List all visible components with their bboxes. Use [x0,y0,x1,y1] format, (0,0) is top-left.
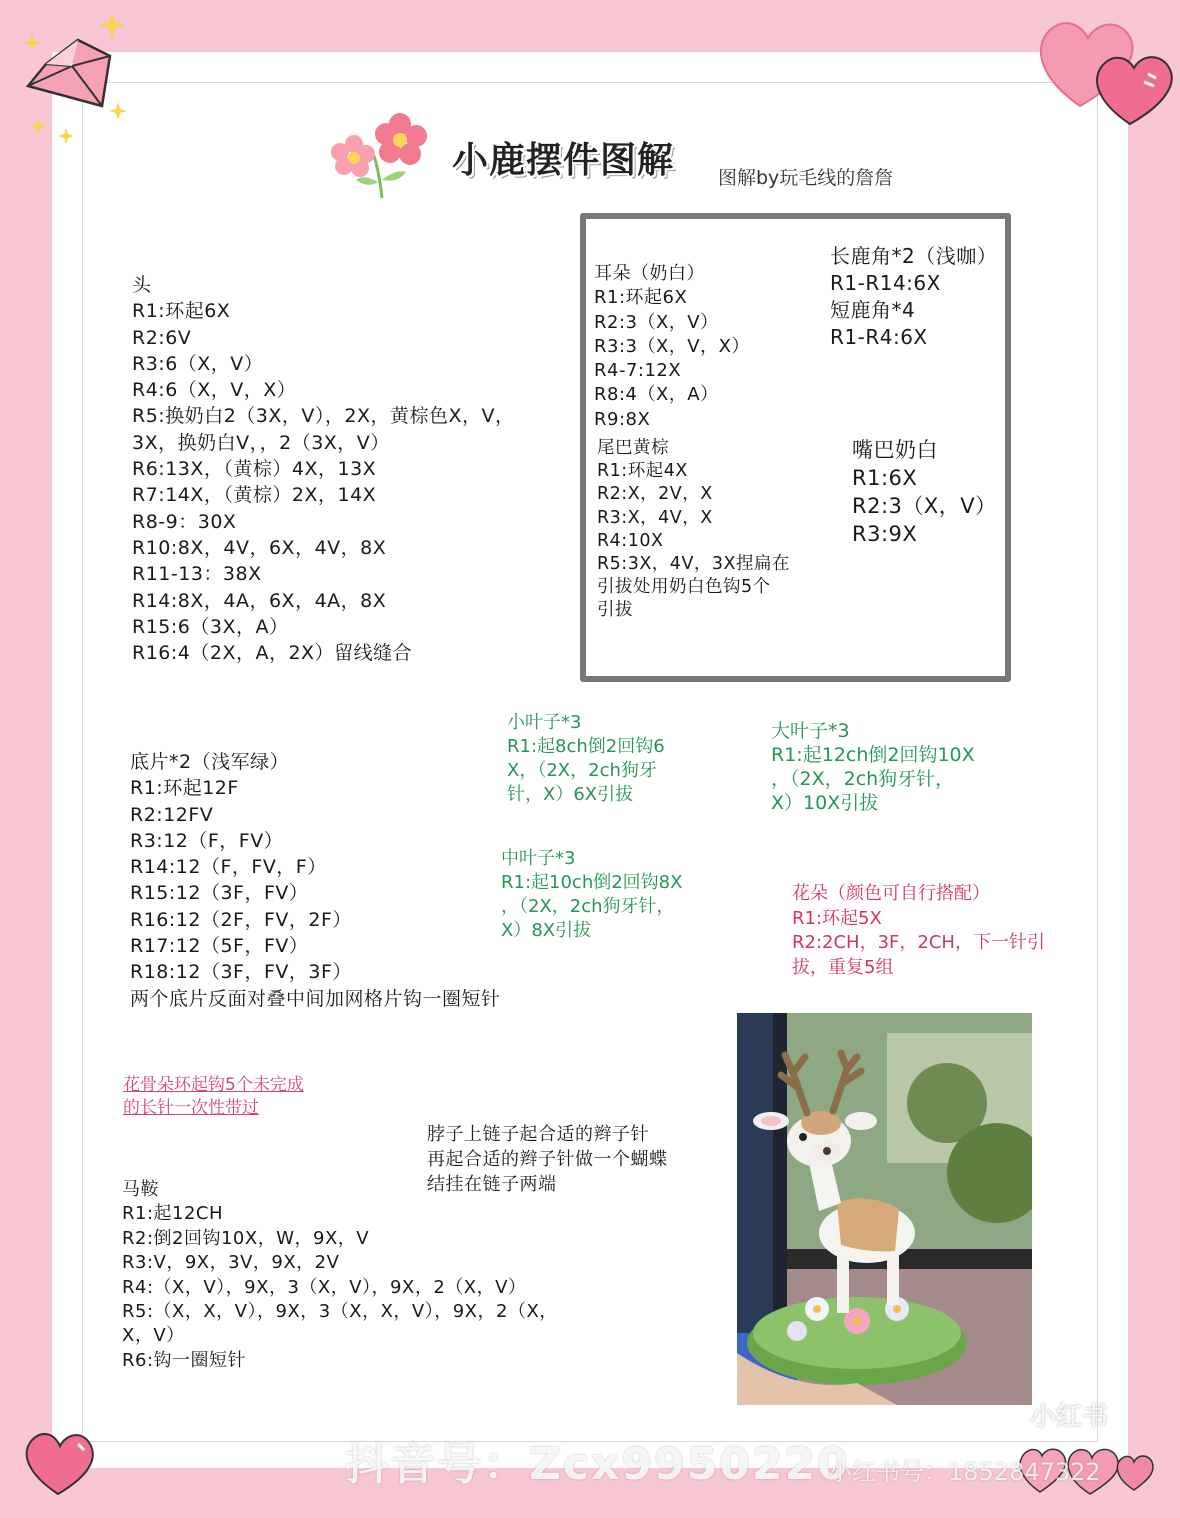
instruction-line: R9:8X [594,408,651,430]
instruction-line: ，（2X，2ch狗牙针， [771,768,955,790]
instruction-line: R1:环起4X [597,461,688,482]
instruction-line: R18:12（3F，FV，3F） [130,961,352,984]
instruction-line: R1-R14:6X [830,271,941,295]
instruction-line: R3:V，9X，3V，9X，2V [122,1252,340,1274]
instruction-line: R4:10X [597,530,664,551]
big-leaf-instructions [771,719,975,815]
hearts-icon [1030,8,1178,132]
instruction-line: 两个底片反面对叠中间加网格片钩一圈短针 [130,987,501,1010]
instruction-line: R2:3（X，V） [852,494,997,518]
diamond-icon [18,6,130,146]
flower-instructions [792,882,1045,980]
instruction-line: X）8X引拔 [501,920,592,941]
note-line: 再起合适的辫子针做一个蝴蝶 [427,1149,668,1170]
instruction-line: 中叶子*3 [501,848,576,869]
mid-leaf-instructions [501,847,682,943]
instruction-line: R2:3（X，V） [594,311,719,333]
instruction-line: R5:3X，4V，3X捏扁在 [597,554,791,575]
head-instructions [132,272,515,666]
instruction-line: R2:6V [132,326,192,349]
instruction-line: X，V） [122,1325,185,1347]
author-byline: 图解by玩毛线的詹詹 [718,167,894,189]
instruction-line: R4:（X，V），9X，3（X，V），9X，2（X，V） [122,1276,527,1298]
instruction-line: R4:6（X，V，X） [132,379,297,402]
note-line: 结挂在链子两端 [427,1174,557,1195]
instruction-line: 短鹿角*4 [830,298,916,322]
xiaohongshu-watermark: 小红书号：1852847322 [828,1458,1101,1486]
instruction-line: R3:12（F，FV） [130,829,284,852]
instruction-line: R1:环起6X [132,300,231,323]
deer-photo [737,1013,1032,1405]
instruction-line: R8-9：30X [132,510,237,533]
instruction-line: R5:（X，X，V），9X，3（X，X，V），9X，2（X， [122,1301,558,1323]
instruction-line: R2:2CH，3F，2CH，下一针引 [792,932,1045,953]
instruction-line: 3X，换奶白V，，2（3X，V） [132,431,390,454]
small-leaf-instructions [507,711,665,807]
instruction-line: ，（2X，2ch狗牙针， [501,896,675,917]
instruction-line: 针，X）6X引拔 [507,784,634,805]
instruction-line: R2:12FV [130,803,214,826]
instruction-line: R5:换奶白2（3X，V），2X，黄棕色X，V， [132,405,515,428]
instruction-line: R1:起10ch倒2回钩8X [501,872,683,893]
flower-bud-note [123,1074,304,1120]
saddle-instructions [122,1178,558,1373]
instruction-line: R2:倒2回钩10X，W，9X，V [122,1227,370,1249]
instruction-line: 大叶子*3 [771,720,850,742]
instruction-line: R2:X，2V，X [597,484,713,505]
instruction-line: R15:12（3F，FV） [130,882,309,905]
instruction-line: R8:4（X，A） [594,384,719,406]
instruction-line: R16:4（2X，A，2X）留线缝合 [132,642,413,665]
note-line: 的长针一次性带过 [123,1098,259,1118]
instruction-line: R6:13X，（黄棕）4X，13X [132,458,377,481]
instruction-line: R1:起12ch倒2回钩10X [771,744,975,766]
instruction-line: R11-13：38X [132,563,262,586]
instruction-line: R1:起8ch倒2回钩6 [507,736,665,757]
instruction-line: R17:12（5F，FV） [130,935,309,958]
instruction-line: R3:6（X，V） [132,352,264,375]
instruction-line: R10:8X，4V，6X，4V，8X [132,536,387,559]
instruction-line: 小叶子*3 [507,712,582,733]
ear-instructions [594,262,750,432]
instruction-line: R3:X，4V，X [597,507,713,528]
instruction-line: R6:钩一圈短针 [122,1349,247,1371]
instruction-line: R16:12（2F，FV，2F） [130,908,352,931]
instruction-line: R1:环起12F [130,777,239,800]
tail-instructions [597,437,790,623]
instruction-line: 头 [132,274,152,296]
instruction-line: R1:环起5X [792,907,882,929]
instruction-line: R1:6X [852,466,918,490]
instruction-line: 尾巴黄棕 [597,438,669,458]
instruction-line: R15:6（3X，A） [132,615,289,638]
instruction-line: X）10X引拔 [771,792,879,814]
antler-instructions [830,243,997,351]
instruction-line: 长鹿角*2（浅咖） [830,244,998,268]
instruction-line: 嘴巴奶白 [852,438,938,462]
note-line: 脖子上链子起合适的辫子针 [427,1124,649,1145]
instruction-line: 耳朵（奶白） [594,263,705,284]
note-line: 花骨朵环起钩5个未完成 [123,1075,304,1095]
instruction-line: R1:起12CH [122,1203,224,1225]
instruction-line: R14:8X，4A，6X，4A，8X [132,589,387,612]
instruction-line: R7:14X，（黄棕）2X，14X [132,484,377,507]
base-instructions [130,749,501,1012]
heart-icon [18,1428,98,1500]
instruction-line: 引拔处用奶白色钩5个 [597,577,771,598]
instruction-line: R1-R4:6X [830,325,928,349]
instruction-line: X，（2X，2ch狗牙 [507,760,657,781]
flower-icon [330,110,430,202]
instruction-line: 底片*2（浅军绿） [130,751,290,773]
instruction-line: R3:3（X，V，X） [594,335,750,357]
instruction-line: 马鞍 [122,1179,159,1200]
instruction-line: 拔，重复5组 [792,956,894,978]
instruction-line: R1:环起6X [594,287,688,309]
douyin-watermark: 抖音号：Zcx9950220 [345,1439,850,1490]
mouth-instructions [852,436,997,548]
instruction-line: R4-7:12X [594,360,682,382]
instruction-line: R3:9X [852,522,918,546]
instruction-line: 花朵（颜色可自行搭配） [792,883,990,904]
page-title: 小鹿摆件图解 [452,140,675,181]
xiaohongshu-logo: 小红书 [1030,1402,1109,1432]
instruction-line: 引拔 [597,600,633,621]
instruction-line: R14:12（F，FV，F） [130,856,327,879]
